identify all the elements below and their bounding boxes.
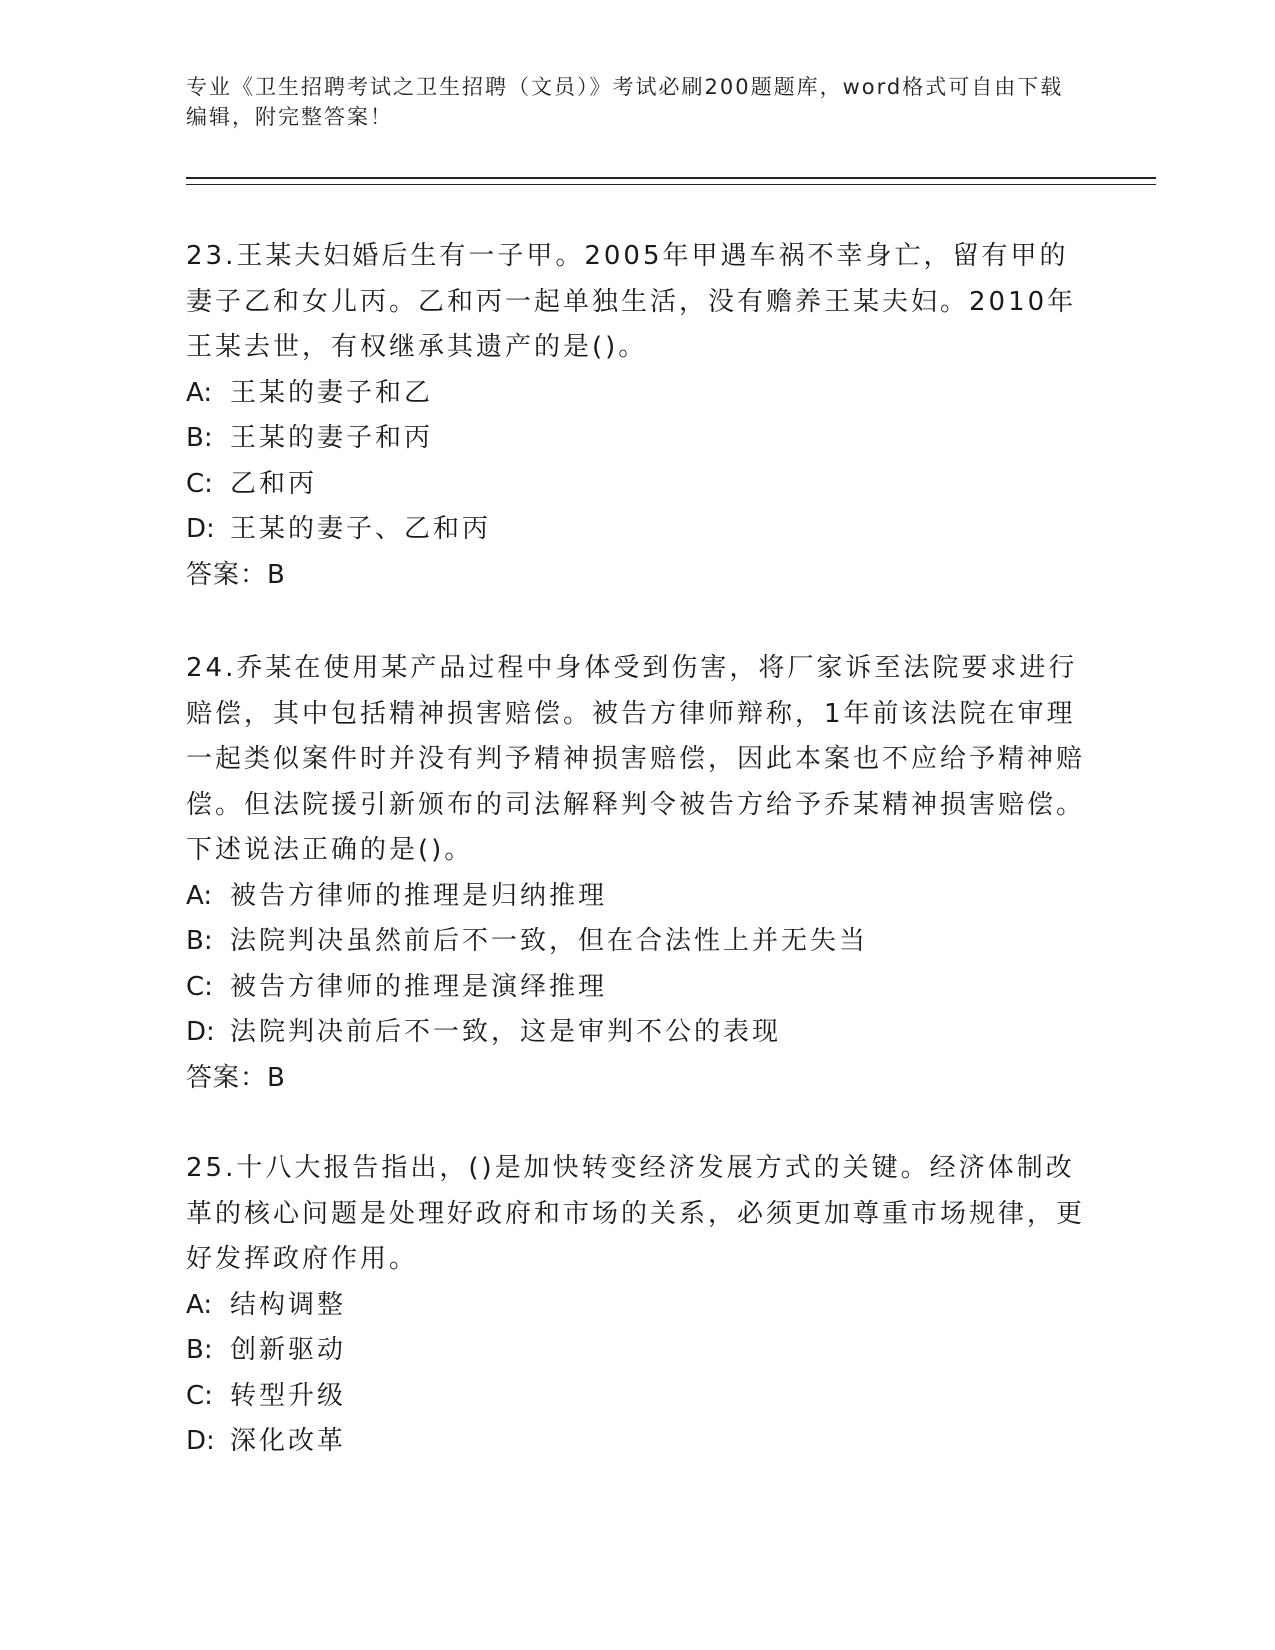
option-text: 被告方律师的推理是演绎推理 [230,971,608,1002]
option-d [186,1419,1086,1465]
option-text: 法院判决虽然前后不一致，但在合法性上并无失当 [230,926,869,956]
option-letter: D: [186,1426,215,1456]
option-b [186,919,1086,965]
option-text: 王某的妻子和乙 [230,377,434,408]
option-letter: A: [186,1289,213,1320]
option-text: 法院判决前后不一致，这是审判不公的表现 [230,1017,782,1047]
option-d [186,507,1086,553]
header-divider-thin [186,184,1156,185]
option-letter: B: [186,926,213,956]
option-text: 乙和丙 [230,468,318,499]
option-text: 深化改革 [230,1426,347,1456]
option-text: 转型升级 [230,1380,347,1411]
option-letter: C: [186,971,213,1002]
option-text: 王某的妻子、乙和丙 [230,514,492,544]
question-stem: 23.王某夫妇婚后生有一子甲。2005年甲遇车祸不幸身亡，留有甲的妻子乙和女儿丙。乙和丙一起单独生活，没有赡养王某夫妇。2010年王某去世，有权继承其遗产的是()。 [186,241,1077,362]
answer-line: 答案：B [186,559,286,590]
option-letter: D: [186,1017,215,1047]
answer-line: 答案：B [186,1062,286,1093]
option-b [186,1328,1086,1374]
option-text: 结构调整 [230,1289,347,1320]
header-divider-thick [186,177,1156,179]
document-header: 专业《卫生招聘考试之卫生招聘（文员）》考试必刷200题题库，word格式可自由下载编辑，附完整答案！ [186,75,1064,129]
option-text: 王某的妻子和丙 [230,423,434,453]
option-c [186,462,1086,508]
option-text: 被告方律师的推理是归纳推理 [230,880,608,911]
option-letter: C: [186,468,213,499]
option-d [186,1010,1086,1056]
question-23 [186,234,1086,598]
option-c [186,965,1086,1011]
question-stem: 24.乔某在使用某产品过程中身体受到伤害，将厂家诉至法院要求进行赔偿，其中包括精神损害赔偿。被告方律师辩称，1年前该法院在审理一起类似案件时并没有判予精神损害赔偿，因此本案也不应给予精神赔偿。但法院援引新颁布的司法解释判令被告方给予乔某精神损害赔偿。下述说法正确的是()。 [186,653,1086,865]
option-a [186,874,1086,920]
option-a [186,371,1086,417]
option-text: 创新驱动 [230,1335,347,1365]
option-a [186,1283,1086,1329]
question-25 [186,1146,1086,1465]
option-b [186,416,1086,462]
option-letter: D: [186,514,215,544]
option-letter: A: [186,880,213,911]
option-letter: B: [186,423,213,453]
option-letter: B: [186,1335,213,1365]
question-24 [186,646,1086,1101]
option-letter: A: [186,377,213,408]
question-stem: 25.十八大报告指出，()是加快转变经济发展方式的关键。经济体制改革的核心问题是处理好政府和市场的关系，必须更加尊重市场规律，更好发挥政府作用。 [186,1153,1086,1274]
option-c [186,1374,1086,1420]
option-letter: C: [186,1380,213,1411]
